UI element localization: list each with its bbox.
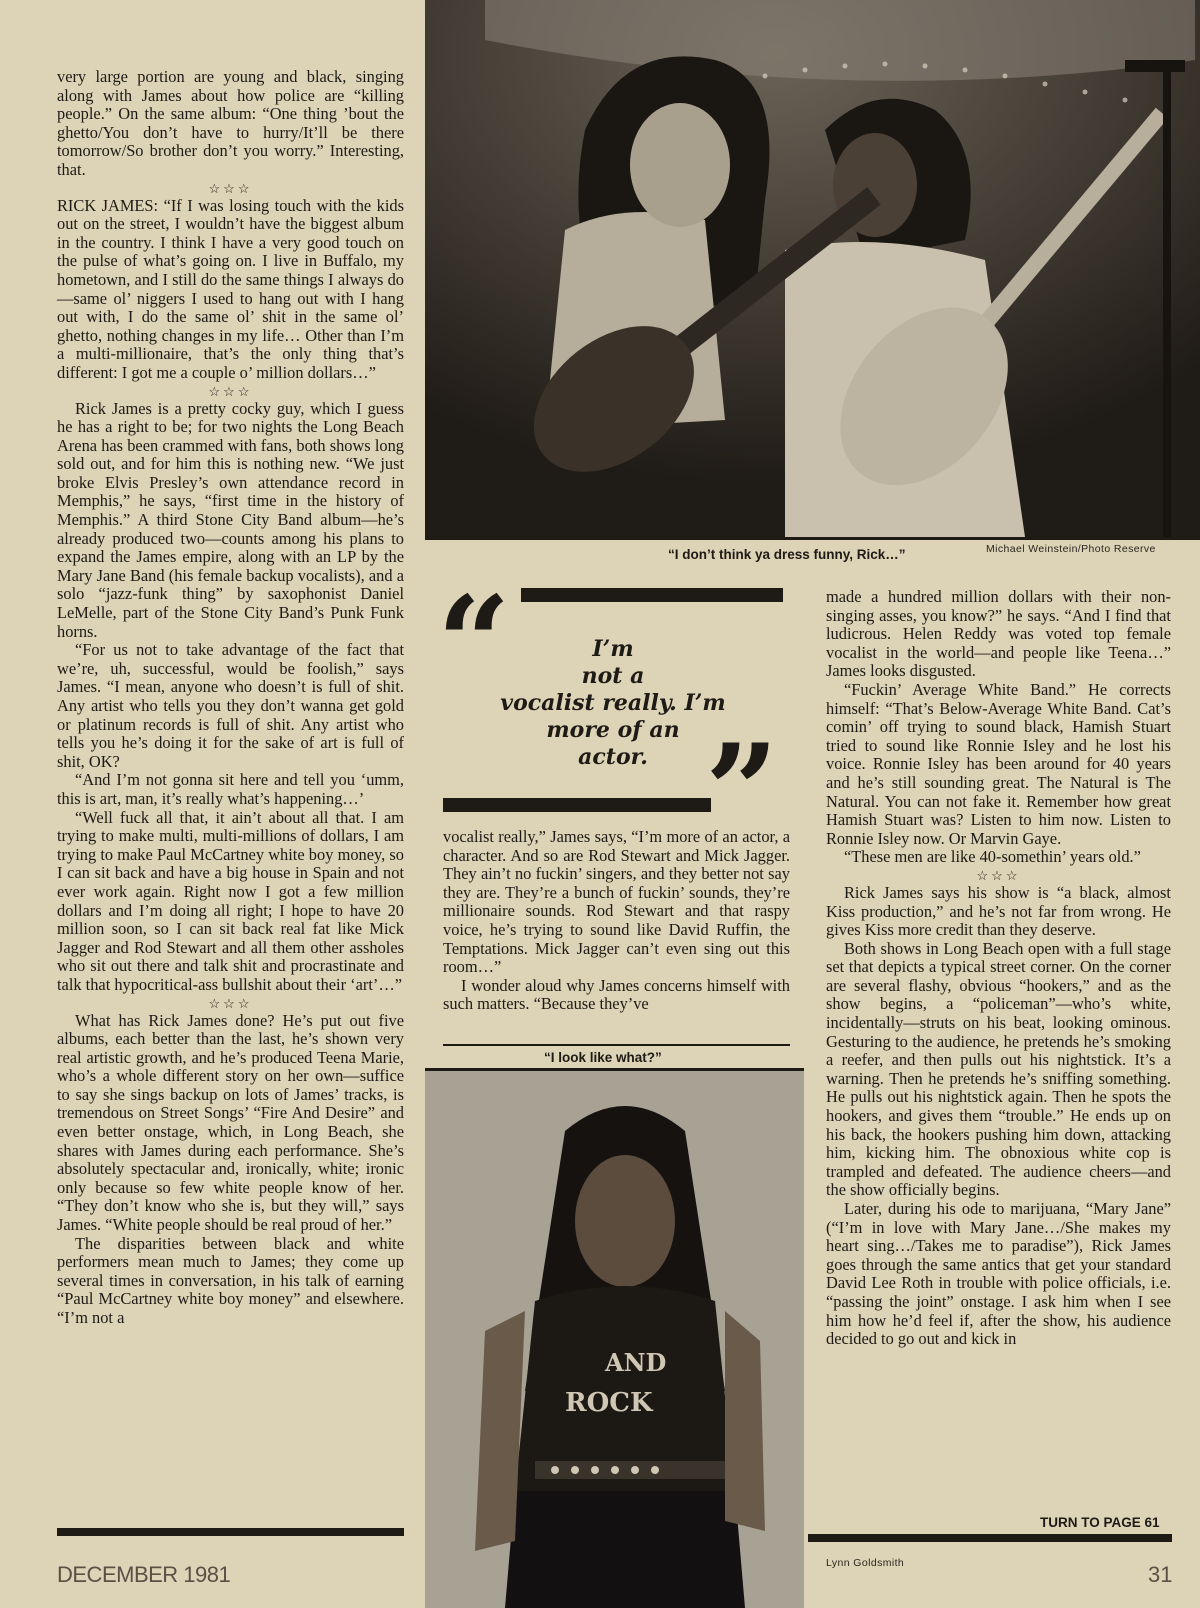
footer-rule-right [808,1534,1172,1542]
issue-date: DECEMBER 1981 [57,1562,231,1587]
article-paragraph: RICK JAMES: “If I was losing touch with the kids out on the street, I wouldn’t have the biggest album in the country. I think I have a very good touch on the pulse of what’s going on. I live in Buffalo, my hometown, and I still do the same things I always do—same ol’ niggers I used to hang out with I hang out with, I do the same ol’ shit in the same ol’ ghetto, nothing changes in my life… Other than I’m a multi-millionaire, that’s the only thing that’s different: I got me a couple o’ million dollars…” [57,195,404,382]
article-paragraph: Both shows in Long Beach open with a full stage set that depicts a typical street corner. On the corner are several flashy, obvious “hookers,” and as the show begins, a “policeman”—who’s white, incidentally—struts on his beat, looking ominous. Gesturing to the audience, he pretends he’s smoking a reefer, and then pulls out his nightstick. It’s a warning. Then he pretends he’s sniffing something. He pulls out his nightstick again. Then he spots the hookers, and gives them “trouble.” He ends up on his back, the hookers pushing him down, attacking him, kicking him. The obnoxious white cop is trampled and defeated. The audience cheers—and the show officially begins. [826,938,1171,1200]
article-paragraph: Rick James is a pretty cocky guy, which I guess he has a right to be; for two nights the Long Beach Arena has been crammed with fans, both shows long sold out, and for him this is nothing new. “We just broke Elvis Presley’s own attendance record in Memphis,” he says, “first time in the history of Memphis.” A third Stone City Band album—he’s already produced two—counts among his plans to expand the James empire, along with an LP by the Mary Jane Band (his female backup vocalists), and a solo “jazz-funk thing” by saxophonist Daniel LeMelle, part of the Stone City Band’s Punk Funk horns. [57,398,404,641]
footer-rule-left [57,1528,404,1536]
open-quote-mark: “ [437,569,511,719]
pull-quote-bottom-bar [443,798,711,812]
article-paragraph: very large portion are young and black, singing along with James about how police are “killing people.” On the same album: “One thing ’bout the ghetto/You don’t have to hurry/It’ll be there tomorrow/So brother don’t you worry.” Interesting, that. [57,67,404,179]
pull-quote-line: not a [581,663,645,689]
top-photo-rule [425,537,1200,540]
article-paragraph: “And I’m not gonna sit here and tell you ‘umm, this is art, man, it’s really what’s happening…’ [57,770,404,808]
top-photo-credit: Michael Weinstein/Photo Reserve [986,543,1156,555]
page-number: 31 [1148,1562,1173,1587]
portrait-photo-illustration [425,1071,804,1608]
section-break-stars: ☆☆☆ [208,383,253,399]
portrait-photo [425,1071,804,1608]
bottom-photo-credit: Lynn Goldsmith [826,1557,905,1569]
middle-caption-rule [443,1044,790,1046]
article-paragraph: Later, during his ode to marijuana, “Mary Jane” (“I’m in love with Mary Jane…/She makes my heart sing…/Takes me to paradise”), Rick James goes through the same antics that get your standard David Lee Roth in trouble with police officials, i.e. “passing the joint” onstage. I ask him when I see him how he’d feel if, after the show, his audience decided to go out and kick in [826,1199,1171,1349]
article-paragraph: made a hundred million dollars with their non-singing asses, you know?” he says. “And I find that ludicrous. Helen Reddy was voted top female vocalist in the world—and people like Teena…” James looks disgusted. [826,587,1171,681]
concert-photo-illustration [425,0,1200,537]
pull-quote-top-bar [521,588,783,602]
article-column-middle [443,828,790,1014]
article-paragraph: vocalist really,” James says, “I’m more of an actor, a character. And so are Rod Stewart and Mick Jagger. They ain’t no fuckin’ singers, and they better not say they are. They’re a bunch of fuckin’ sounds, they’re millionaire sounds. Rod Stewart and that raspy voice, he’s trying to sound like David Ruffin, the Temptations. Mick Jagger can’t even sing out this room…” [443,827,790,977]
pull-quote-line: I’m [592,636,634,662]
close-quote-mark: ” [705,717,779,867]
pull-quote-text [493,636,733,771]
article-column-left [57,68,404,1328]
section-break-stars: ☆☆☆ [976,867,1021,883]
turn-to-page-note: TURN TO PAGE 61 [1040,1515,1160,1530]
shirt-print-rock: ROCK [565,1388,653,1418]
article-paragraph: What has Rick James done? He’s put out five albums, each better than the last, he’s shown very real artistic growth, and he’s produced Teena Marie, who’s a whole different story on her own—suffice to say she sings backup on lots of James’ tracks, is tremendous on Street Songs’ “Fire And Desire” and even better onstage, which, in Long Beach, she shares with James during each performance. She’s absolutely spectacular and, ironically, white; ironic only because so few white people know of her. “They don’t know who she is, but they will,” says James. “White people should be real proud of her.” [57,1010,404,1235]
pull-quote [437,569,793,867]
section-break-stars: ☆☆☆ [208,180,253,196]
top-photo-caption: “I don’t think ya dress funny, Rick…” [668,547,906,562]
article-paragraph: “For us not to take advantage of the fact that we’re, uh, successful, would be foolish,” says James. “I mean, anyone who doesn’t is full of shit. Any artist who tells you they don’t wanna get gold or platinum records is full of shit. Any artist who tells you he’s doing it for the sake of art is full of shit, OK? [57,640,404,771]
article-paragraph: The disparities between black and white performers mean much to James; they come up several times in conversation, in his talk of earning “Paul McCartney white boy money” and elsewhere. “I’m not a [57,1233,404,1327]
article-paragraph: “Fuckin’ Average White Band.” He corrects himself: “That’s Below-Average White Band. Cat’s comin’ off trying to sound black, Hamish Stuart tried to sound like Ronnie Isley and he lost his voice. Ronnie Isley has been around for 40 years and he’s still sounding great. The Natural is The Natural. You can not fake it. Remember how great Hamish Stuart was? Listen to him now. Listen to Ronnie Isley now. Or Marvin Gaye. [826,679,1171,848]
pull-quote-line: more of an [546,717,680,743]
concert-photo [425,0,1200,537]
section-break-stars: ☆☆☆ [208,995,253,1011]
article-paragraph: “These men are like 40-somethin’ years old.” [844,847,1141,867]
bottom-photo-caption: “I look like what?” [544,1050,662,1065]
article-paragraph: “Well fuck all that, it ain’t about all that. I am trying to make multi, multi-millions of dollars, I am trying to make Paul McCartney white boy money, so I can sit back and have a big house in Spain and not ever work again. Right now I got a few million dollars and I’m doing all right; I hope to have 20 million soon, so I can sit back real fat like Mick Jagger and Rod Stewart and all them other assholes who sit out there and talk shit and procrastinate and talk that hypocritical-ass bullshit about their ‘art’…” [57,807,404,994]
shirt-print-and: AND [605,1348,667,1377]
article-paragraph: I wonder aloud why James concerns himself with such matters. “Because they’ve [443,975,790,1014]
article-column-right [826,588,1171,1349]
article-paragraph: Rick James says his show is “a black, almost Kiss production,” and he’s not far from wrong. He gives Kiss more credit than they deserve. [826,882,1171,940]
pull-quote-line: actor. [578,744,648,770]
pull-quote-line: vocalist really. I’m [500,690,726,716]
